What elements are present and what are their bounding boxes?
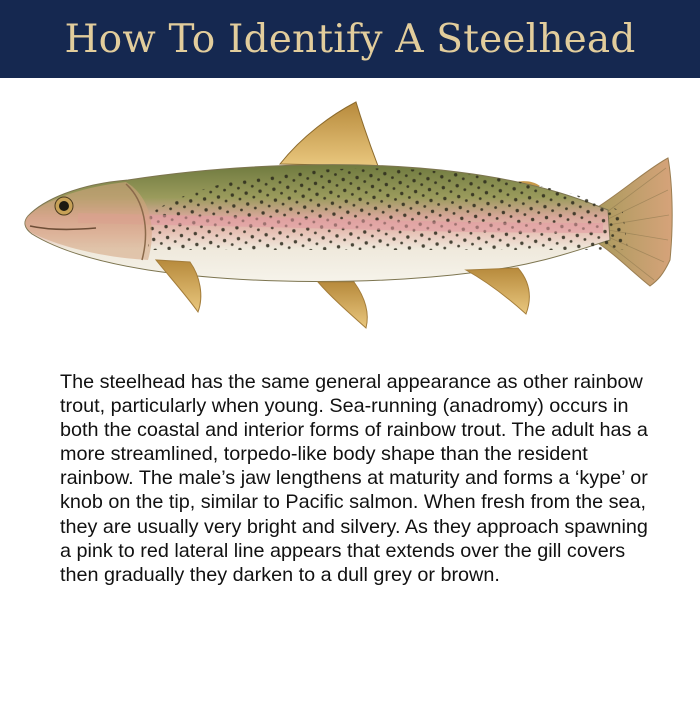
description-paragraph: The steelhead has the same general appearance as other rainbow trout, particularly when young. Sea-running (anadromy) occurs in both the coastal and interior forms of rainbow trout. The adult has a more streamlined, torpedo-like body shape than the resident rainbow. The male’s jaw lengthens at maturity and forms a ‘kype’ or knob on the tip, similar to Pacific salmon. When fresh from the sea, they are usually very bright and silvery. As they approach spawning a pink to red lateral line appears that extends over the gill covers then gradually they darken to a dull grey or brown. — [60, 371, 648, 586]
fish-icon — [18, 100, 688, 340]
page-title: How To Identify A Steelhead — [64, 16, 636, 62]
title-banner — [0, 0, 700, 78]
steelhead-illustration — [18, 100, 688, 340]
